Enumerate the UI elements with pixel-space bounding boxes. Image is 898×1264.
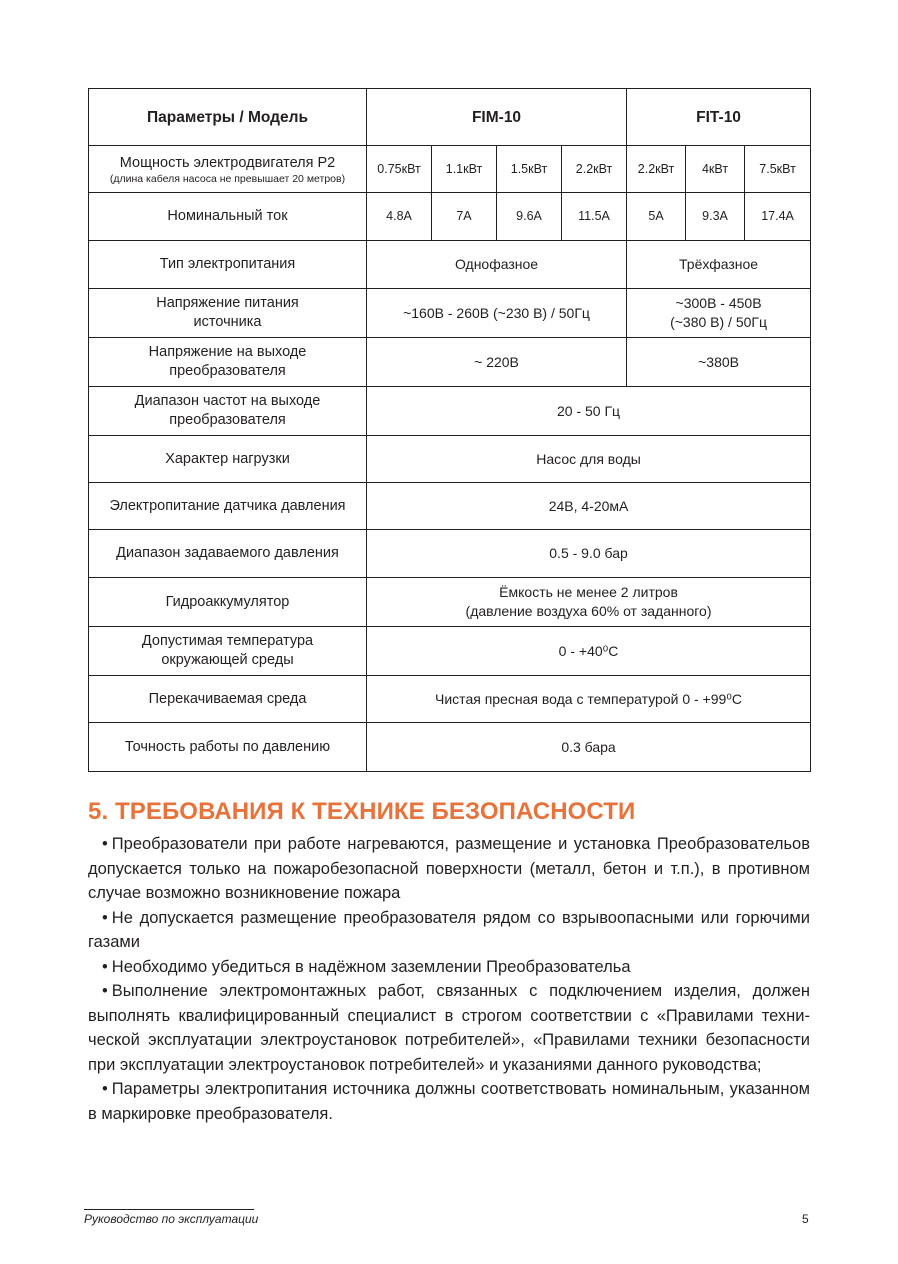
table-row-supply-voltage [89,289,811,338]
supply-type-fim-cell: Однофазное [367,241,627,289]
freq-range-label-line: преобразователя [169,412,286,428]
accumulator-value-line: Ёмкость не менее 2 литров [499,584,678,600]
safety-requirements-text [88,832,810,1126]
accumulator-value-cell [367,578,811,627]
table-row-power [89,146,811,193]
supply-voltage-label-line: Напряжение питания [156,295,299,311]
freq-range-label-line: Диапазон частот на выходе [134,393,321,409]
table-row-accuracy [89,723,811,772]
footer-manual-title: Руководство по эксплуатации [84,1212,259,1226]
supply-voltage-label-line: источника [193,314,262,330]
current-label-cell: Номинальный ток [89,193,367,241]
safety-paragraph-text: Параметры электропитания источника должны соответствовать номинальным, указанном в маркировке преобразователя. [88,1080,810,1123]
output-voltage-label-line: преобразователя [169,363,286,379]
safety-paragraph-text: Выполнение электромонтажных работ, связанных с подключением изделия, должен выполнять квалифицированный специалист в строгом соответствии с «Правилами технической эксплуатации электроустановок потребителей», «Правилами техники безопасности при эксплуатации электроустановок потребителей» и указаниями данного руководства; [88,982,810,1074]
table-row-output-voltage [89,338,811,387]
freq-range-value-cell: 20 - 50 Гц [367,387,811,436]
power-value-cell: 1.1кВт [432,146,497,193]
safety-paragraph [88,955,810,980]
medium-label-cell: Перекачиваемая среда [89,676,367,723]
power-label: Мощность электродвигателя P2 [119,154,336,171]
supply-voltage-fit-line: (~380 В) / 50Гц [670,314,768,330]
current-value-cell: 4.8A [367,193,432,241]
power-value-cell: 0.75кВт [367,146,432,193]
current-value-cell: 9.3A [686,193,745,241]
specifications-table [88,88,811,772]
safety-paragraph [88,1077,810,1126]
power-value-cell: 7.5кВт [745,146,811,193]
bullet: • [102,835,108,853]
table-row-accumulator [89,578,811,627]
footer-divider [84,1209,254,1210]
power-value-cell: 4кВт [686,146,745,193]
header-fit-cell: FIT-10 [627,89,811,146]
supply-voltage-fim-cell: ~160В - 260В (~230 В) / 50Гц [367,289,627,338]
pressure-range-label-cell: Диапазон задаваемого давления [89,530,367,578]
section-title: 5. ТРЕБОВАНИЯ К ТЕХНИКЕ БЕЗОПАСНОСТИ [88,798,636,825]
current-value-cell: 11.5A [562,193,627,241]
power-label-cell [89,146,367,193]
current-value-cell: 7A [432,193,497,241]
medium-value-cell: Чистая пресная вода с температурой 0 - +99⁰С [367,676,811,723]
ambient-temp-label-cell [89,627,367,676]
safety-paragraph [88,906,810,955]
safety-paragraph-text: Необходимо убедиться в надёжном заземлении Преобразовательа [111,957,631,976]
output-voltage-fim-cell: ~ 220В [367,338,627,387]
header-param-cell: Параметры / Модель [89,89,367,146]
output-voltage-label-cell [89,338,367,387]
supply-type-label-cell: Тип электропитания [89,241,367,289]
table-row-medium [89,676,811,723]
safety-paragraph-text: Не допускается размещение преобразователя рядом со взрывоопасными или горючими газами [88,908,810,951]
table-row-current [89,193,811,241]
load-label-cell: Характер нагрузки [89,436,367,483]
table-row-pressure-range [89,530,811,578]
sensor-power-label-cell: Электропитание датчика давления [89,483,367,530]
table-row-supply-type [89,241,811,289]
table-row-ambient-temp [89,627,811,676]
table-row-load [89,436,811,483]
supply-voltage-fit-cell [627,289,811,338]
power-value-cell: 2.2кВт [627,146,686,193]
freq-range-label-cell [89,387,367,436]
bullet: • [102,957,108,976]
accuracy-value-cell: 0.3 бара [367,723,811,772]
power-value-cell: 2.2кВт [562,146,627,193]
output-voltage-label-line: Напряжение на выходе [148,344,307,360]
current-value-cell: 5A [627,193,686,241]
header-fim-cell: FIM-10 [367,89,627,146]
ambient-temp-value-cell: 0 - +40⁰С [367,627,811,676]
power-sublabel: (длина кабеля насоса не превышает 20 метров) [109,172,346,185]
table-row-freq-range [89,387,811,436]
current-value-cell: 9.6A [497,193,562,241]
bullet: • [102,982,108,1000]
power-value-cell: 1.5кВт [497,146,562,193]
ambient-temp-label-line: Допустимая температура [141,633,314,649]
output-voltage-fit-cell: ~380В [627,338,811,387]
table-row-sensor-power [89,483,811,530]
bullet: • [102,1080,108,1098]
load-value-cell: Насос для воды [367,436,811,483]
accuracy-label-cell: Точность работы по давлению [89,723,367,772]
accumulator-label-cell: Гидроаккумулятор [89,578,367,627]
table-header-row [89,89,811,146]
supply-type-fit-cell: Трёхфазное [627,241,811,289]
page-number: 5 [802,1212,809,1226]
supply-voltage-fit-line: ~300В - 450В [675,295,762,311]
bullet: • [102,908,108,927]
safety-paragraph-text: Преобразователи при работе нагреваются, размещение и установка Преобразовательов допускается только на пожаробезопасной поверхности (металл, бетон и т.п.), в противном случае возможно возникновение пожара [88,835,810,902]
accumulator-value-line: (давление воздуха 60% от заданного) [465,603,712,619]
sensor-power-value-cell: 24В, 4-20мА [367,483,811,530]
ambient-temp-label-line: окружающей среды [161,652,294,668]
current-value-cell: 17.4A [745,193,811,241]
supply-voltage-label-cell [89,289,367,338]
pressure-range-value-cell: 0.5 - 9.0 бар [367,530,811,578]
safety-paragraph [88,832,810,906]
safety-paragraph [88,979,810,1077]
